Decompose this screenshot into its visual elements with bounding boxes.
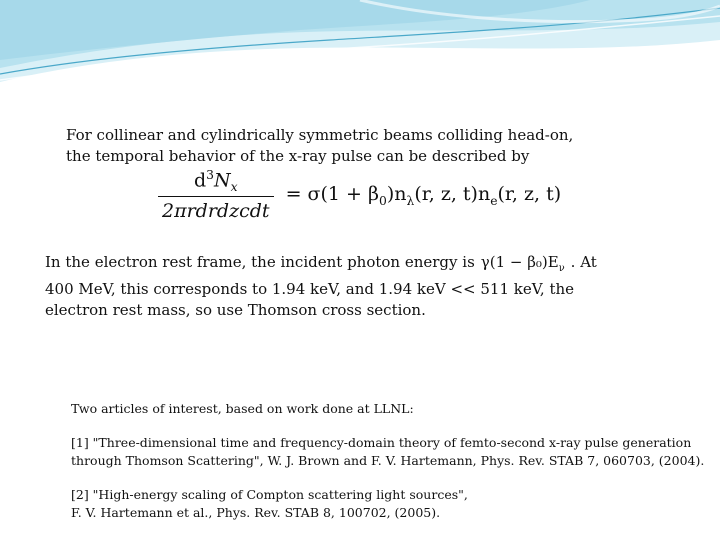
equation-numerator: $d^3N_x$ xyxy=(158,168,274,197)
reference-2-line-1: [2] "High-energy scaling of Compton scattering light sources", xyxy=(71,487,468,502)
rest-frame-line-3: electron rest mass, so use Thomson cross section. xyxy=(45,301,426,319)
rest-frame-line-2: 400 MeV, this corresponds to 1.94 keV, and 1.94 keV << 511 keV, the xyxy=(45,280,575,298)
header-wave-decoration xyxy=(0,0,720,110)
intro-paragraph xyxy=(66,125,573,167)
equation-denominator: 2πrdrdzcdt xyxy=(162,200,270,223)
intro-line-2: the temporal behavior of the x-ray pulse can be described by xyxy=(66,147,530,165)
references-heading: Two articles of interest, based on work done at LLNL: xyxy=(71,401,414,416)
references-block xyxy=(71,400,704,522)
xray-pulse-equation xyxy=(158,168,561,222)
reference-2-line-2: F. V. Hartemann et al., Phys. Rev. STAB 8, 100702, (2005). xyxy=(71,505,441,520)
photon-energy-expression: $\gamma(1 - \beta_0)E_\nu$ xyxy=(480,253,565,274)
reference-1-line-2: through Thomson Scattering", W. J. Brown and F. V. Hartemann, Phys. Rev. STAB 7, 060703, (2004). xyxy=(71,453,705,468)
rest-frame-line-1: In the electron rest frame, the incident photon energy is xyxy=(45,253,475,271)
rest-frame-paragraph: In the electron rest frame, the incident photon energy is $\gamma(1 - \beta_0)E_\nu$ . At 400 MeV, this corresponds to 1.94 keV, and 1.94 keV << 511 keV, the electron rest mass, so use Thomson cross section. xyxy=(45,253,597,319)
reference-1-line-1: [1] "Three-dimensional time and frequency-domain theory of femto-second x-ray pulse generation xyxy=(71,435,692,450)
equation-rhs: = $\sigma(1 + \beta_0)n_\lambda(r$, z, $t)n_e(r$, z, t) xyxy=(285,182,562,208)
intro-line-1: For collinear and cylindrically symmetric beams colliding head-on, xyxy=(66,126,574,144)
equation-fraction xyxy=(158,168,274,222)
